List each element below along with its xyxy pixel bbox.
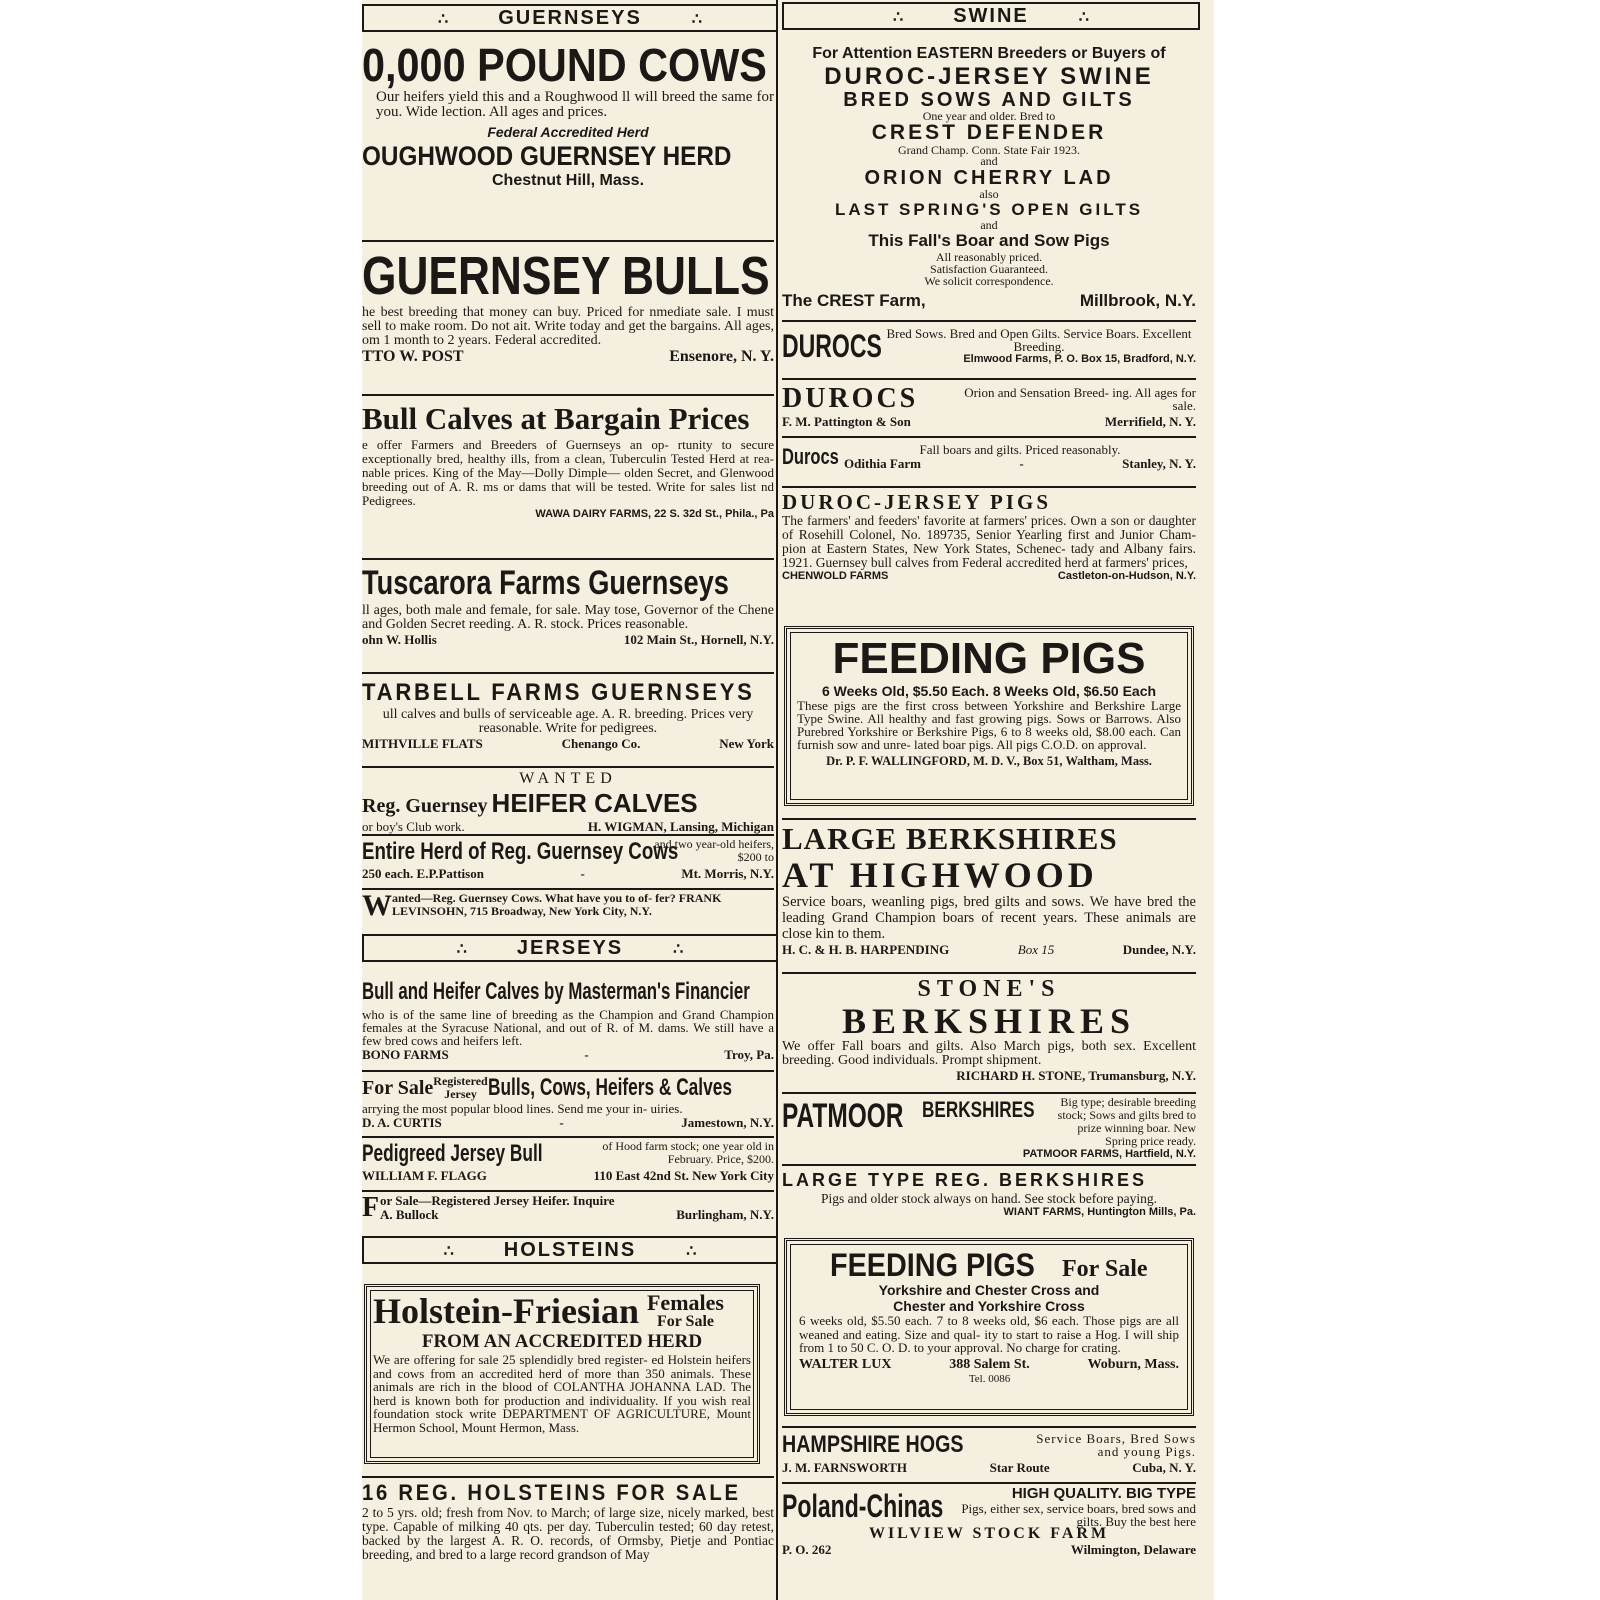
dots-ornament: ∴: [1078, 9, 1089, 26]
ad-subheadline: Yorkshire and Chester Cross and: [878, 1282, 1100, 1298]
ad-headline: Poland-Chinas: [782, 1488, 944, 1524]
ad-body: The farmers' and feeders' favorite at farmers' prices. Own a son or daughter of Rosehill Colonel, No. 189735, Senior Yearling first and Junior Cham- pion at Eastern States, New York States, Schenec- tady and Albany fairs. 1921. Guernsey bull calves from Federal accredited herd at farmers' prices,: [782, 513, 1196, 570]
ad-small: All reasonably priced.: [935, 250, 1043, 264]
ad-headline: DUROC-JERSEY PIGS: [782, 490, 1051, 514]
dots-ornament: ∴: [686, 1243, 697, 1260]
separator: [782, 1092, 1196, 1094]
ad-body: 6 weeks old, $5.50 each. 7 to 8 weeks old, $6 each. Those pigs are all weaned and eating. Size and qual- ity to start to raise a Hog. I will ship from 1 to 50 C. O. D. to your approval. No charge for crating.: [799, 1313, 1179, 1355]
ad-entire-herd: [362, 838, 774, 882]
ad-headline: HEIFER CALVES: [491, 788, 698, 818]
ad-name: Odithia Farm: [844, 455, 921, 471]
ad-durocs-elmwood: [782, 326, 1196, 366]
ad-name: ohn W. Hollis: [362, 632, 437, 647]
ad-line: 250 each. E.P.Pattison: [362, 866, 484, 881]
separator: [362, 834, 774, 836]
ad-name: The CREST Farm,: [782, 291, 926, 310]
ad-highwood: [782, 822, 1196, 958]
ad-body: These pigs are the first cross between Yorkshire and Berkshire Large Type Swine. All healthy and fast growing pigs. Sows or Barrows. Also Purebred Yorkshire or Berkshire Pigs, 6 to 8 weeks old, $8.00 each. Can furnish sow and unre- lated boar pigs. All pigs C.O.D. on approval.: [797, 698, 1181, 752]
ad-body: Our heifers yield this and a Roughwood ll will breed the same for you. Wide lection. All ages and prices.: [376, 89, 774, 120]
section-title: JERSEYS: [516, 937, 624, 959]
ad-contact: WIANT FARMS, Huntington Mills, Pa.: [1003, 1206, 1196, 1218]
ad-contact: H. WIGMAN, Lansing, Michigan: [587, 819, 774, 834]
ad-tarbell: [362, 678, 774, 752]
ad-place: Chestnut Hill, Mass.: [491, 172, 645, 189]
ad-body: Service boars, weanling pigs, bred gilts and sows. We have bred the leading Grand Champion boars of recent years. These animals are close kin to them.: [782, 894, 1196, 942]
ad-headline: DUROCS: [782, 384, 919, 414]
ad-place: Stanley, N. Y.: [1122, 455, 1196, 471]
ad-body: Big type; desirable breeding stock; Sows and gilts bred to prize winning boar. New Spring price ready.: [1057, 1096, 1196, 1148]
ad-place: Troy, Pa.: [724, 1047, 774, 1062]
ad-contact: RICHARD H. STONE, Trumansburg, N.Y.: [956, 1068, 1196, 1083]
ad-place: Woburn, Mass.: [1087, 1356, 1179, 1372]
ad-subheadline: BERKSHIRES: [922, 1097, 1035, 1122]
ad-duroc-jersey-pigs: [782, 490, 1196, 582]
separator: [782, 436, 1196, 438]
ad-headline: FEEDING PIGS: [830, 1247, 1036, 1283]
ad-name: F. M. Pattington & Son: [782, 414, 911, 429]
ad-body: arrying the most popular blood lines. Send me your in- uiries.: [362, 1101, 683, 1116]
ad-name: BONO FARMS: [362, 1047, 449, 1062]
ad-contact: Elmwood Farms, P. O. Box 15, Bradford, N.Y.: [963, 353, 1196, 365]
ad-body: ll ages, both male and female, for sale. May tose, Governor of the Chene and Golden Secret reeding. A. R. stock. Prices reasonable.: [362, 603, 774, 632]
ad-headline: STONE'S: [917, 976, 1061, 1002]
ad-headline: Entire Herd of Reg. Guernsey Cows: [362, 838, 679, 865]
ad-body: Fall boars and gilts. Priced reasonably.: [919, 442, 1121, 457]
ad-headline: Tuscarora Farms Guernseys: [362, 564, 729, 602]
dots-ornament: ∴: [456, 941, 467, 958]
ad-tagline: Federal Accredited Herd: [487, 124, 649, 140]
ad-headline: TARBELL FARMS GUERNSEYS: [362, 679, 755, 706]
ad-headline: Durocs: [782, 444, 839, 469]
ad-prices: 6 Weeks Old, $5.50 Each. 8 Weeks Old, $6.50 Each: [821, 683, 1157, 699]
ad-feeding-pigs-lux: [784, 1238, 1194, 1416]
ad-contact: PATMOOR FARMS, Hartfield, N.Y.: [1022, 1148, 1196, 1160]
column-divider: [776, 0, 778, 1600]
separator: [362, 240, 774, 242]
ad-body: who is of the same line of breeding as the Champion and Grand Champion females at the Syracuse National, and out of R. of M. dams. We still have a few bred cows and heifers left.: [362, 1007, 774, 1048]
ad-large-type-berkshires: [782, 1168, 1196, 1218]
ad-body: Orion and Sensation Breed- ing. All ages for sale.: [964, 385, 1196, 413]
ad-name: J. M. FARNSWORTH: [782, 1460, 907, 1475]
ad-body: We are offering for sale 25 splendidly bred register- ed Holstein heifers and cows from an accredited herd of more than 350 animals. These animals are rich in the blood of COLANTHA JOHANNA LAD. The herd is known both for production and individuality. If you wish real foundation stock write DEPARTMENT OF AGRICULTURE, Mount Hermon School, Mount Hermon, Mass.: [373, 1352, 751, 1435]
ad-small: and: [980, 218, 998, 232]
ad-place: Ensenore, N. Y.: [669, 348, 774, 365]
ad-headline: Holstein-Friesian: [373, 1291, 639, 1331]
separator: [362, 888, 774, 890]
dots-ornament: ∴: [438, 11, 449, 28]
separator: [362, 1190, 774, 1192]
ad-place: 110 East 42nd St. New York City: [593, 1168, 774, 1183]
dash: -: [580, 866, 585, 881]
ad-headline: GUERNSEY BULLS: [362, 246, 770, 306]
ad-durocs-odithia: [782, 442, 1196, 472]
ad-state: New York: [719, 736, 774, 751]
guernseys-section-header: [362, 4, 778, 32]
dots-ornament: ∴: [443, 1243, 454, 1260]
ad-subheadline: FROM AN ACCREDITED HERD: [421, 1331, 703, 1352]
separator: [782, 972, 1196, 974]
ad-body: anted—Reg. Guernsey Cows. What have you to of- fer? FRANK LEVINSOHN, 715 Broadway, New York City, N.Y.: [392, 892, 722, 918]
ad-headline: Bull and Heifer Calves by Masterman's Financier: [362, 978, 750, 1005]
ad-side-text: For Sale: [656, 1313, 714, 1330]
separator: [782, 486, 1196, 488]
separator: [362, 766, 774, 768]
ad-bull-calves: [362, 400, 774, 520]
dots-ornament: ∴: [691, 11, 702, 28]
ad-lead: For Attention EASTERN Breeders or Buyers of: [812, 45, 1166, 62]
ad-headline: Bulls, Cows, Heifers & Calves: [487, 1074, 732, 1101]
ad-tel: Tel. 0086: [968, 1372, 1011, 1385]
ad-farm-name: WILVIEW STOCK FARM: [868, 1525, 1110, 1542]
ad-headline: DUROC-JERSEY SWINE: [824, 63, 1154, 90]
dots-ornament: ∴: [893, 9, 904, 26]
ad-roughwood: [362, 40, 774, 190]
ad-place: Millbrook, N.Y.: [1079, 291, 1196, 310]
ad-place: Jamestown, N.Y.: [681, 1115, 774, 1130]
holsteins-section-header: [362, 1236, 778, 1264]
ad-place: Wilmington, Delaware: [1070, 1542, 1196, 1557]
ad-stack-label: Registered Jersey: [433, 1074, 488, 1101]
dots-ornament: ∴: [673, 941, 684, 958]
ad-headline: ORION CHERRY LAD: [864, 167, 1114, 189]
ad-headline: PATMOOR: [782, 1097, 904, 1135]
ad-place: Dundee, N.Y.: [1122, 942, 1196, 957]
ad-place: Burlingham, N.Y.: [676, 1207, 774, 1222]
ad-street: 388 Salem St.: [949, 1356, 1030, 1372]
ad-jersey-heifer: [362, 1194, 774, 1223]
ad-subheadline: HIGH QUALITY. BIG TYPE: [1011, 1486, 1196, 1502]
ad-hampshire-hogs: [782, 1430, 1196, 1476]
ad-place: Cuba, N. Y.: [1132, 1460, 1196, 1475]
ad-small: We solicit correspondence.: [924, 274, 1054, 288]
drop-cap: F: [362, 1194, 380, 1223]
ad-headline: LAST SPRING'S OPEN GILTS: [834, 200, 1144, 219]
left-column: [362, 0, 774, 1600]
ad-name: TTO W. POST: [362, 348, 464, 365]
ad-side-text: and two year-old heifers, $200 to: [654, 838, 774, 864]
separator: [782, 320, 1196, 322]
ad-headline: HAMPSHIRE HOGS: [782, 1431, 964, 1458]
ad-small: Satisfaction Guaranteed.: [930, 262, 1048, 276]
ad-guernsey-bulls: [362, 246, 774, 366]
ad-headline: DUROCS: [782, 328, 882, 364]
ad-tuscarora: [362, 562, 774, 648]
separator: [362, 558, 774, 560]
ad-wanted-cows: [362, 892, 774, 920]
ad-headline: BERKSHIRES: [841, 1001, 1137, 1041]
ad-place: Castleton-on-Hudson, N.Y.: [1057, 570, 1196, 582]
ad-side-text: of Hood farm stock; one year old in February. Price, $200.: [602, 1140, 774, 1166]
swine-section-header: [782, 2, 1200, 30]
ad-stones-berkshires: [782, 976, 1196, 1084]
ad-body: Pigs and older stock always on hand. See stock before paying.: [821, 1191, 1157, 1206]
ad-small: Grand Champ. Conn. State Fair 1923.: [898, 143, 1080, 157]
separator: [362, 672, 774, 674]
ad-pedigreed-bull: [362, 1140, 774, 1184]
ad-line: or boy's Club work.: [362, 819, 465, 834]
ad-name: D. A. CURTIS: [362, 1115, 442, 1130]
ad-name: WILLIAM F. FLAGG: [362, 1168, 487, 1183]
ad-headline: Pedigreed Jersey Bull: [362, 1140, 543, 1167]
ad-headline: For Sale: [1062, 1256, 1148, 1282]
ad-box: Box 15: [1017, 942, 1055, 957]
ad-headline: AT HIGHWOOD: [782, 855, 1098, 895]
ad-patmoor: [782, 1096, 1196, 1160]
separator: [782, 1164, 1196, 1166]
dash: -: [559, 1115, 564, 1130]
ad-headline: Bull Calves at Bargain Prices: [362, 401, 750, 436]
ad-headline: This Fall's Boar and Sow Pigs: [868, 231, 1110, 250]
ad-herd-name: OUGHWOOD GUERNSEY HERD: [362, 141, 732, 171]
ad-16-holsteins: [362, 1480, 774, 1562]
ad-headline: 16 REG. HOLSTEINS FOR SALE: [362, 1480, 741, 1505]
ad-name: MITHVILLE FLATS: [362, 736, 483, 751]
ad-body: Service Boars, Bred Sows and young Pigs.: [1036, 1431, 1196, 1459]
ad-headline: CREST DEFENDER: [871, 121, 1107, 144]
separator: [782, 1482, 1196, 1484]
right-column: [782, 0, 1196, 1600]
ad-feeding-pigs-wallingford: [784, 626, 1194, 806]
ad-headline: FEEDING PIGS: [832, 634, 1146, 683]
ad-contact: WAWA DAIRY FARMS, 22 S. 32d St., Phila., Pa: [535, 508, 774, 520]
ad-small: and: [980, 154, 998, 168]
dash: -: [584, 1047, 589, 1062]
ad-contact: Dr. P. F. WALLINGFORD, M. D. V., Box 51, Waltham, Mass.: [826, 754, 1152, 768]
ad-side-text: Females: [646, 1290, 724, 1315]
separator: [362, 394, 774, 396]
ad-body: We offer Fall boars and gilts. Also March pigs, both sex. Excellent breeding. Good individuals. Prompt shipment.: [782, 1039, 1196, 1068]
section-title: HOLSTEINS: [503, 1239, 637, 1261]
ad-place: 102 Main St., Hornell, N.Y.: [623, 632, 774, 647]
ad-subheadline: Chester and Yorkshire Cross: [893, 1298, 1085, 1314]
ad-line: or Sale—Registered Jersey Heifer. Inquire: [380, 1194, 615, 1208]
ad-box: P. O. 262: [782, 1542, 832, 1557]
newspaper-page: [362, 0, 1214, 1600]
ad-route: Star Route: [989, 1460, 1050, 1475]
ad-durocs-pattington: [782, 384, 1196, 430]
ad-bull-heifer-calves: [362, 976, 774, 1063]
ad-headline: BRED SOWS AND GILTS: [843, 89, 1135, 111]
ad-name: A. Bullock: [380, 1207, 439, 1222]
ad-holstein-friesian: [364, 1284, 760, 1464]
ad-name: CHENWOLD FARMS: [782, 570, 889, 582]
ad-body: he best breeding that money can buy. Priced for nmediate sale. I must sell to make room. Do not ait. Write today and get the bargains. All ages, om 1 month to 2 years. Federal accredited.: [362, 305, 774, 348]
ad-place: Mt. Morris, N.Y.: [681, 866, 774, 881]
ad-wanted-heifers: [362, 770, 774, 835]
ad-lead: For Sale: [362, 1076, 434, 1099]
ad-headline: 0,000 POUND COWS: [362, 40, 767, 91]
ad-wanted: WANTED: [519, 770, 617, 787]
ad-body: Pigs, either sex, service boars, bred sows and gilts. Buy the best here: [961, 1501, 1196, 1529]
ad-body: ull calves and bulls of serviceable age. A. R. breeding. Prices very reasonable. Write for pedigrees.: [382, 707, 754, 736]
ad-body: Bred Sows. Bred and Open Gilts. Service Boars. Excellent Breeding.: [886, 326, 1192, 354]
separator: [362, 1476, 774, 1478]
ad-crest-farm: [782, 44, 1196, 311]
separator: [782, 818, 1196, 820]
ad-body: e offer Farmers and Breeders of Guernseys an op- rtunity to secure exceptionally bred, healthy ills, from a clean, Tuberculin Tested Herd at rea- nable prices. King of the May—Dolly Dimple— olden Secret, and Glenwood breeding out of A. R. ms or dams that will be tested. Write for sales list nd Pedigrees.: [362, 437, 774, 508]
section-title: GUERNSEYS: [498, 7, 642, 29]
ad-headline: LARGE BERKSHIRES: [782, 822, 1118, 856]
dash: -: [1019, 455, 1024, 471]
ad-poland-chinas: [782, 1486, 1196, 1558]
separator: [782, 1426, 1196, 1428]
ad-county: Chenango Co.: [561, 736, 641, 751]
section-title: SWINE: [953, 5, 1029, 27]
drop-cap: W: [362, 892, 392, 920]
ad-body: 2 to 5 yrs. old; fresh from Nov. to March; of large size, nicely marked, best type. Capable of milking 40 qts. per day. Tuberculin tested; 60 day retest, backed by the largest A. R. O. records, of Ormsby, Pietje and Pontiac breeding, and bred to a large record grandson of May: [362, 1505, 774, 1562]
ad-headline: LARGE TYPE REG. BERKSHIRES: [782, 1170, 1148, 1190]
ad-small: One year and older. Bred to: [922, 109, 1056, 123]
ad-line: Reg. Guernsey: [362, 795, 488, 817]
jerseys-section-header: [362, 934, 778, 962]
separator: [782, 378, 1196, 380]
ad-place: Merrifield, N. Y.: [1104, 414, 1196, 429]
separator: [362, 1136, 774, 1138]
ad-name: WALTER LUX: [799, 1356, 892, 1372]
ad-small: also: [979, 187, 999, 201]
separator: [362, 1070, 774, 1072]
ad-name: H. C. & H. B. HARPENDING: [782, 942, 950, 957]
ad-curtis-jerseys: [362, 1074, 774, 1131]
